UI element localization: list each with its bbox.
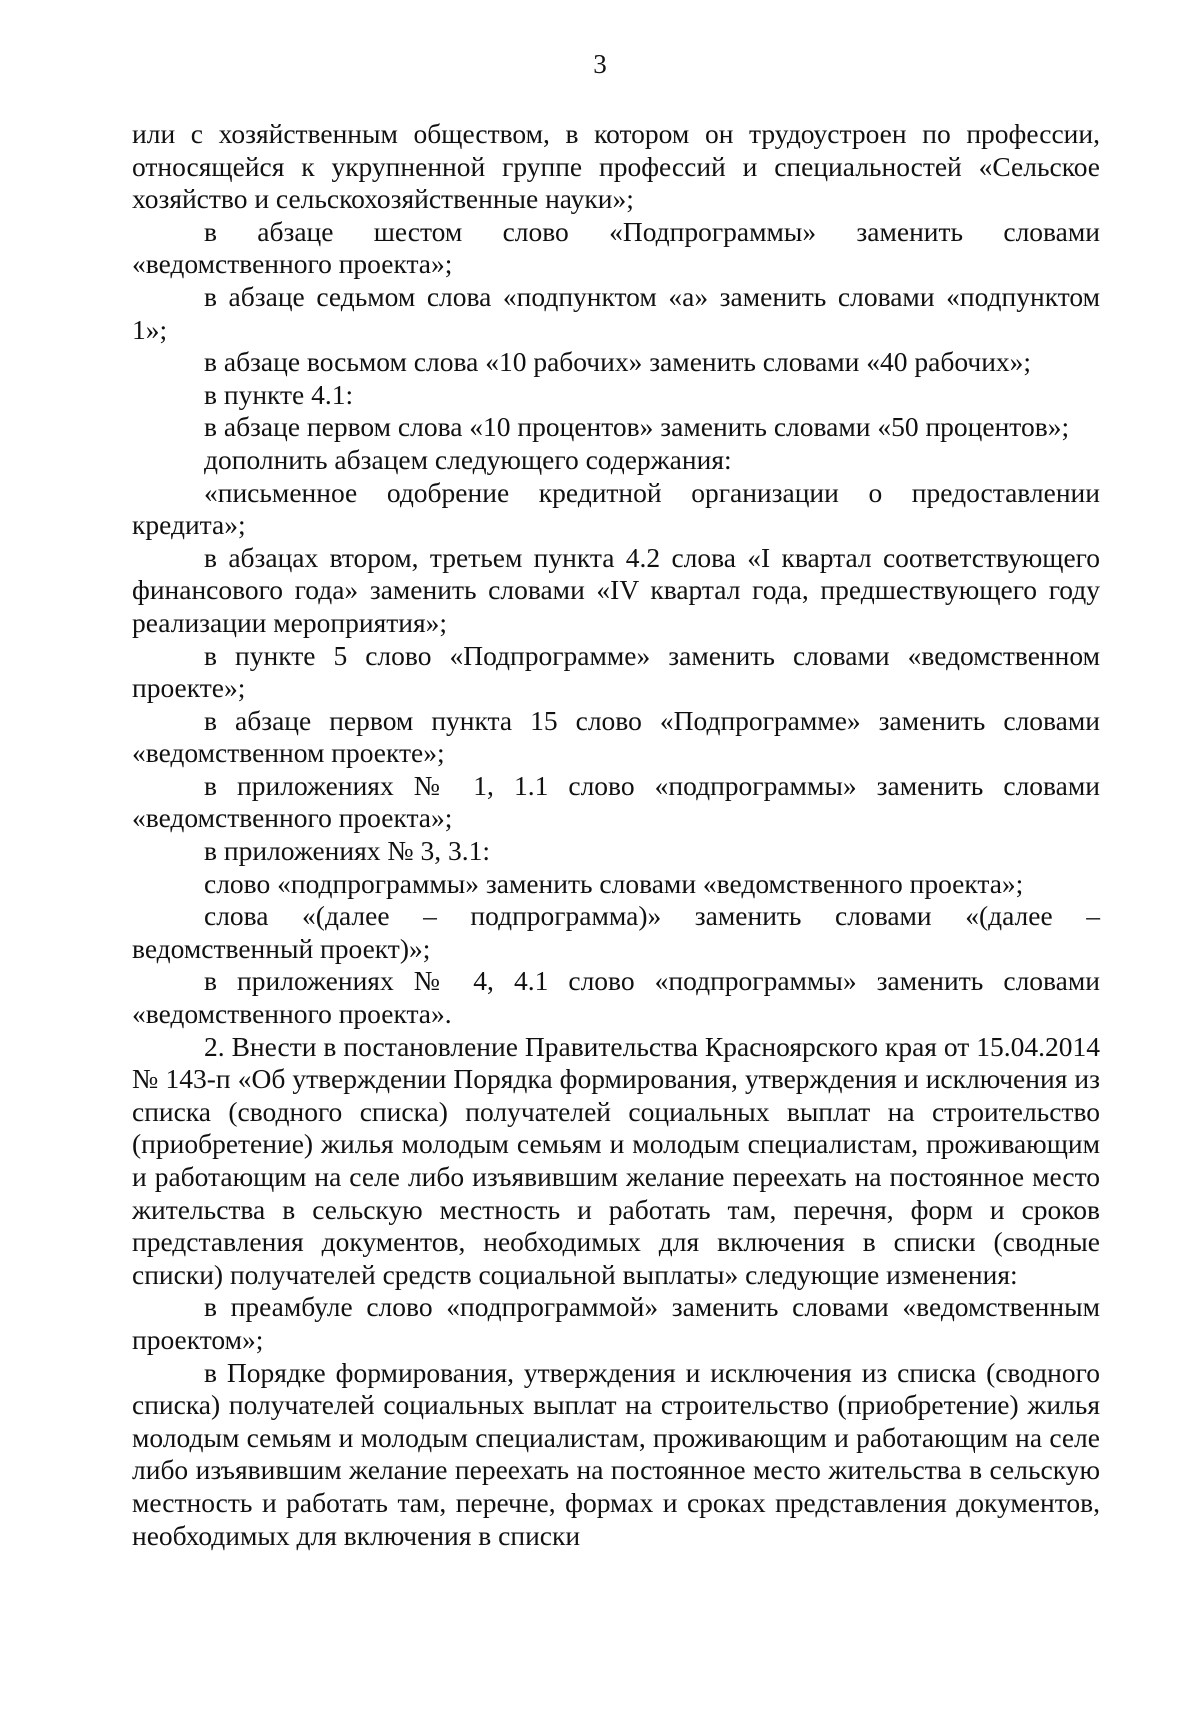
paragraph: дополнить абзацем следующего содержания: [204,443,732,475]
paragraph: в абзаце седьмом слова «подпунктом «а» заменить словами «подпунктом 1»; [132,280,1100,345]
paragraph: слово «подпрограммы» заменить словами «ведомственного проекта»; [204,867,1024,899]
paragraph: в приложениях № 4, 4.1 слово «подпрограммы» заменить словами «ведомственного проекта». [132,965,1100,1030]
paragraph: в Порядке формирования, утверждения и исключения из списка (сводного списка) получателей социальных выплат на строительство (приобретение) жилья молодым семьям и молодым специалистам, проживающим и работающим на селе либо изъявившим желание переехать на постоянное место жительства в сельскую местность и работать там, перечне, формах и сроках представления документов, необходимых для включения в списки [132,1356,1100,1551]
paragraph: в абзаце первом пункта 15 слово «Подпрограмме» заменить словами «ведомственном проекте»; [132,704,1100,769]
paragraph: в пункте 5 слово «Подпрограмме» заменить словами «ведомственном проекте»; [132,639,1100,704]
paragraph: в приложениях № 3, 3.1: [204,835,491,867]
paragraph: в абзацах втором, третьем пункта 4.2 слова «I квартал соответствующего финансового года» заменить словами «IV квартал года, предшествующего году реализации мероприятия»; [132,541,1100,638]
paragraph: в абзаце шестом слово «Подпрограммы» заменить словами «ведомственного проекта»; [132,215,1100,280]
document-body [132,118,1100,1552]
paragraph: в абзаце первом слова «10 процентов» заменить словами «50 процентов»; [204,411,1070,443]
paragraph: в преамбуле слово «подпрограммой» заменить словами «ведомственным проектом»; [132,1291,1100,1355]
paragraph: 2. Внести в постановление Правительства Красноярского края от 15.04.2014 № 143-п «Об утверждении Порядка формирования, утверждения и исключения из списка (сводного списка) получателей социальных выплат на строительство (приобретение) жилья молодым семьям и молодым специалистам, проживающим и работающим на селе либо изъявившим желание переехать на постоянное место жительства в сельскую местность и работать там, перечня, форм и сроков представления документов, необходимых для включения в списки (сводные списки) получателей средств социальной выплаты» следующие изменения: [132,1030,1100,1290]
page-number: 3 [593,49,607,79]
paragraph: или с хозяйственным обществом, в котором он трудоустроен по профессии, относящейся к укрупненной группе профессий и специальностей «Сельское хозяйство и сельскохозяйственные науки»; [132,118,1100,215]
paragraph: в абзаце восьмом слова «10 рабочих» заменить словами «40 рабочих»; [204,346,1032,378]
paragraph: в пункте 4.1: [204,378,354,410]
paragraph: в приложениях № 1, 1.1 слово «подпрограммы» заменить словами «ведомственного проекта»; [132,769,1100,834]
paragraph: «письменное одобрение кредитной организации о предоставлении кредита»; [132,476,1100,541]
paragraph: слова «(далее – подпрограмма)» заменить словами «(далее – ведомственный проект)»; [132,900,1100,964]
